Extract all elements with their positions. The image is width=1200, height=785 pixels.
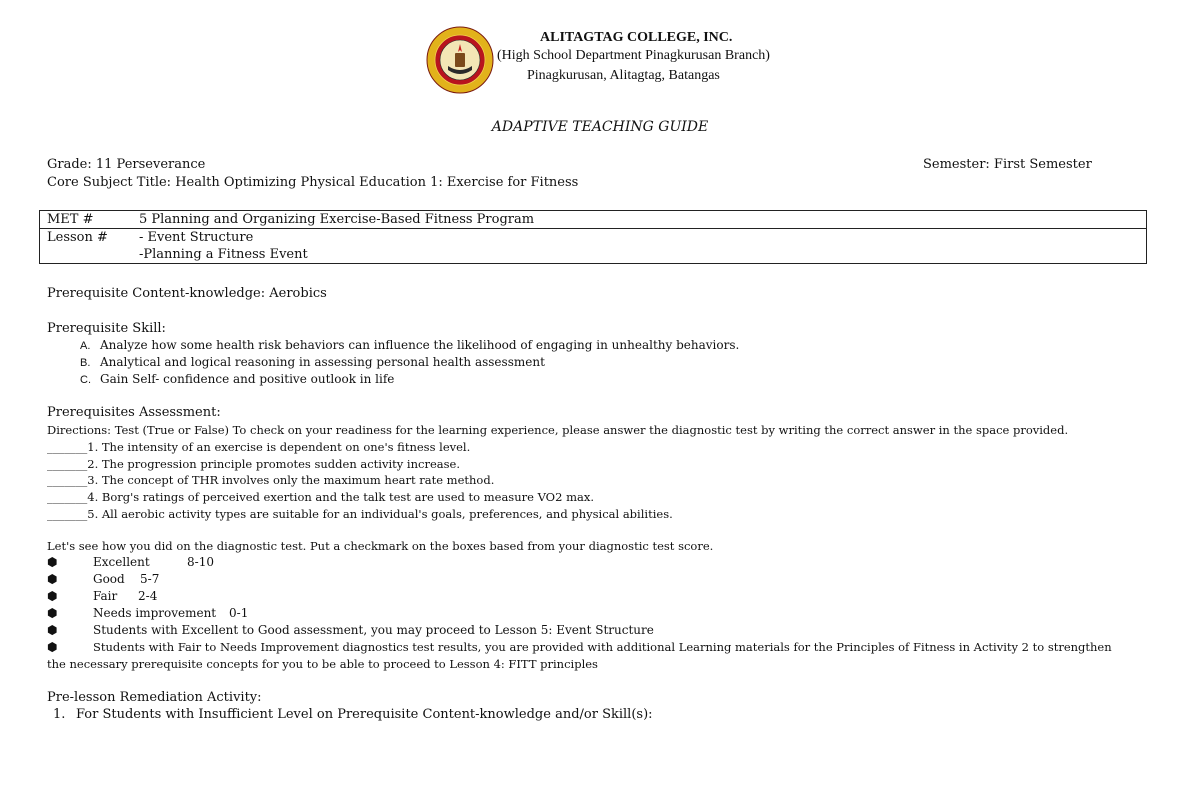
score-level-item (47, 606, 248, 620)
grade-label: Grade: 11 Perseverance (47, 157, 206, 172)
score-note-fair-line1: Students with Fair to Needs Improvement diagnostics test results, you are provided with additional Learning materials for the Principles of Fitness in Activity 2 to strengthen (93, 640, 1112, 654)
skill-letter: A. (80, 340, 91, 352)
score-note-good-text: Students with Excellent to Good assessment, you may proceed to Lesson 5: Event Structure (93, 623, 654, 637)
met-lesson-table (39, 210, 1147, 264)
hexagon-bullet-icon: ⬢ (47, 589, 58, 603)
assessment-item: _______4. Borg's ratings of perceived exertion and the talk test are used to measure VO2 max. (47, 490, 594, 504)
document-title: ADAPTIVE TEACHING GUIDE (491, 119, 709, 135)
remediation-item (53, 707, 653, 722)
remediation-item-text: For Students with Insufficient Level on Prerequisite Content-knowledge and/or Skill(s): (76, 707, 653, 722)
lesson-line-1: - Event Structure (139, 230, 254, 245)
score-level-label: Fair (93, 589, 118, 603)
skill-text: Analytical and logical reasoning in assessing personal health assessment (100, 355, 545, 369)
hexagon-bullet-icon: ⬢ (47, 640, 58, 654)
score-note-fair-line2: the necessary prerequisite concepts for you to be able to proceed to Lesson 4: FITT principles (47, 657, 598, 671)
score-level-range: 8-10 (187, 555, 214, 569)
met-label: MET # (40, 211, 133, 229)
hexagon-bullet-icon: ⬢ (47, 555, 58, 569)
score-level-item (47, 589, 157, 603)
score-note-fair (47, 640, 1112, 654)
college-seal-logo (426, 26, 494, 94)
hexagon-bullet-icon: ⬢ (47, 572, 58, 586)
school-name: ALITAGTAG COLLEGE, INC. (540, 30, 733, 45)
skill-letter: C. (80, 374, 91, 386)
remediation-heading: Pre-lesson Remediation Activity: (47, 690, 262, 705)
remediation-item-number: 1. (53, 707, 66, 722)
score-level-range: 2-4 (138, 589, 158, 603)
school-address: Pinagkurusan, Alitagtag, Batangas (527, 68, 720, 83)
lesson-values (132, 229, 1147, 264)
skill-letter: B. (80, 357, 91, 369)
skill-item (80, 338, 739, 352)
met-row (40, 211, 1147, 229)
lesson-line-2: -Planning a Fitness Event (139, 247, 308, 262)
score-level-label: Needs improvement (93, 606, 217, 620)
score-level-item (47, 572, 159, 586)
semester-label: Semester: First Semester (923, 157, 1092, 172)
assessment-heading: Prerequisites Assessment: (47, 405, 221, 420)
score-level-item (47, 555, 214, 569)
met-value: 5 Planning and Organizing Exercise-Based Fitness Program (132, 211, 1147, 229)
lesson-row (40, 229, 1147, 264)
score-level-label: Good (93, 572, 125, 586)
assessment-item: _______5. All aerobic activity types are suitable for an individual's goals, preferences, and physical abilities. (47, 507, 673, 521)
assessment-item: _______1. The intensity of an exercise is dependent on one's fitness level. (47, 440, 471, 454)
skill-item (80, 372, 394, 386)
skill-text: Gain Self- confidence and positive outlook in life (100, 372, 395, 386)
score-level-label: Excellent (93, 555, 150, 569)
hexagon-bullet-icon: ⬢ (47, 623, 58, 637)
score-note-good (47, 623, 654, 637)
assessment-item: _______2. The progression principle promotes sudden activity increase. (47, 457, 460, 471)
score-level-range: 5-7 (140, 572, 160, 586)
score-intro: Let's see how you did on the diagnostic test. Put a checkmark on the boxes based from your diagnostic test score. (47, 539, 714, 553)
score-level-range: 0-1 (229, 606, 249, 620)
assessment-directions: Directions: Test (True or False) To check on your readiness for the learning experience, please answer the diagnostic test by writing the correct answer in the space provided. (47, 423, 1069, 437)
prerequisite-skill-heading: Prerequisite Skill: (47, 321, 166, 336)
assessment-item: _______3. The concept of THR involves only the maximum heart rate method. (47, 473, 495, 487)
skill-text: Analyze how some health risk behaviors can influence the likelihood of engaging in unhealthy behaviors. (100, 338, 740, 352)
core-subject-title: Core Subject Title: Health Optimizing Physical Education 1: Exercise for Fitness (47, 175, 579, 190)
lesson-label: Lesson # (40, 229, 133, 264)
school-department: (High School Department Pinagkurusan Branch) (497, 48, 770, 63)
skill-item (80, 355, 545, 369)
prerequisite-content: Prerequisite Content-knowledge: Aerobics (47, 286, 327, 301)
hexagon-bullet-icon: ⬢ (47, 606, 58, 620)
